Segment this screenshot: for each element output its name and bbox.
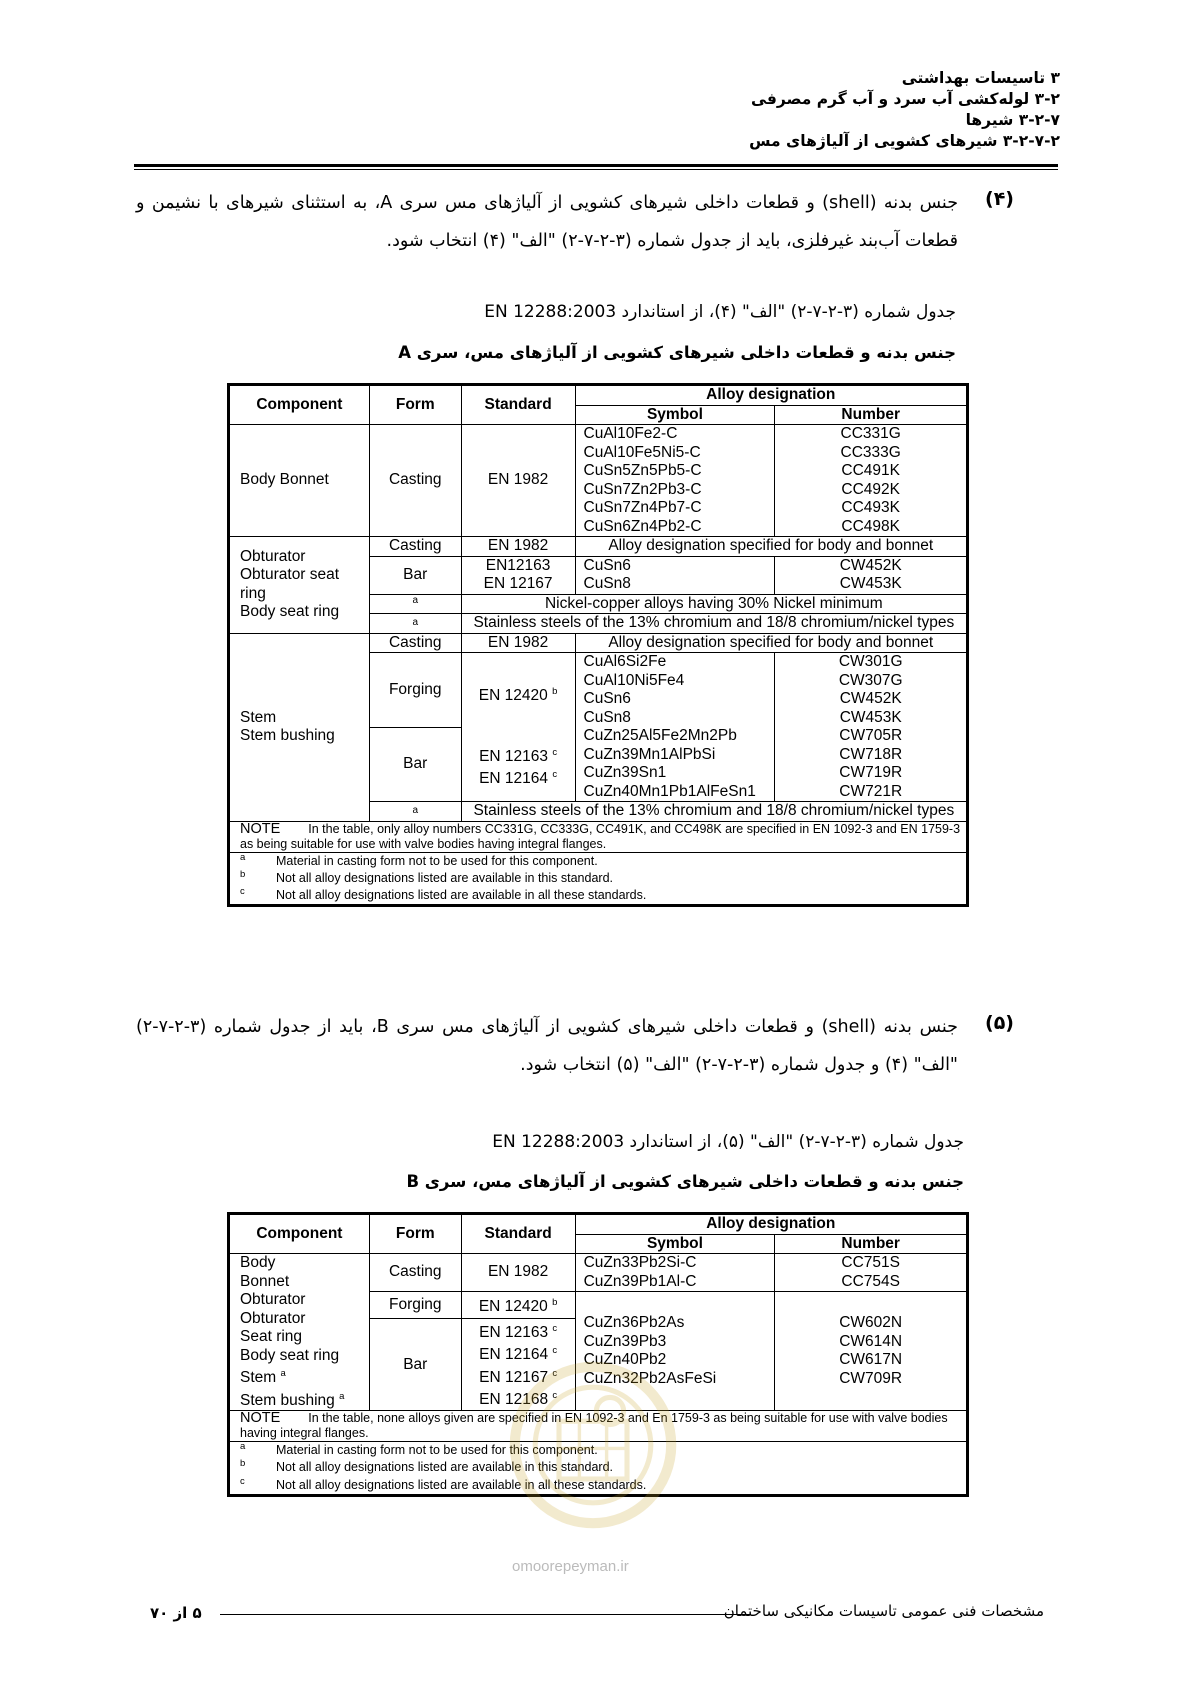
- symbol: CuZn39Sn1: [583, 764, 667, 781]
- header-subsection: ۳-۲-۷ شیرها: [965, 111, 1060, 129]
- comp-line: Obturator: [240, 1309, 306, 1327]
- cast-numbers-cell: [775, 1254, 968, 1292]
- stem-numbers-cell: [775, 653, 968, 802]
- stainless-text: Stainless steels of the 13% chromium and 18/8 chromium/nickel types: [461, 802, 967, 822]
- symbol: CuZn25Al5Fe2Mn2Pb: [583, 727, 737, 744]
- alloy-specified: Alloy designation specified for body and bonnet: [575, 633, 968, 653]
- symbol: CuZn40Mn1Pb1AlFeSn1: [583, 782, 756, 800]
- body-symbols-cell: [575, 425, 775, 537]
- comp-line: Bonnet: [240, 1272, 290, 1290]
- std: EN 12420 $^b$: [478, 686, 558, 705]
- note-text: In the table, only alloy numbers CC331G, CC333G, CC491K, and CC498K are specified in EN 1092-3 and EN 1759-3 as being suitable for use with valve bodies having integral flanges.: [240, 821, 961, 851]
- form-bar: Bar: [369, 1319, 461, 1411]
- std: EN 12164 $^c$: [479, 769, 558, 788]
- table-a-caption: جدول شماره (۳-۲-۷-۲) "الف" (۴)، از استاندارد EN 12288:2003: [484, 302, 956, 322]
- obt-numbers-cell: [775, 556, 968, 594]
- body-numbers-cell: [775, 425, 968, 537]
- comp-line: ring: [240, 584, 266, 602]
- number: CW453K: [839, 575, 902, 592]
- cast-symbols-cell: [575, 1254, 775, 1292]
- number: CW301G: [838, 653, 903, 670]
- table-b-caption: جدول شماره (۳-۲-۷-۲) "الف" (۵)، از استاندارد EN 12288:2003: [492, 1132, 964, 1152]
- comp-line: Obturator seat: [240, 566, 340, 584]
- symbol: CuSn6: [583, 690, 631, 707]
- form-forging: Forging: [369, 653, 461, 728]
- watermark-logo-icon: [508, 1360, 678, 1530]
- std-en1982: EN 1982: [461, 633, 575, 653]
- symbol: CuAl6Si2Fe: [583, 653, 667, 670]
- comp-line: Obturator: [240, 1291, 306, 1308]
- table-a-title: جنس بدنه و قطعات داخلی شیرهای کشویی از آلیاژهای مس، سری A: [398, 343, 956, 362]
- comp-list-b: [229, 1254, 370, 1411]
- col-number: Number: [775, 405, 968, 425]
- col-standard: Standard: [461, 1214, 575, 1254]
- col-symbol: Symbol: [575, 1234, 775, 1254]
- col-alloy-designation: Alloy designation: [575, 1214, 967, 1235]
- page-header: [749, 68, 1060, 152]
- symbol: CuSn8: [583, 708, 631, 726]
- number: CW709R: [839, 1369, 903, 1387]
- number: CW718R: [839, 745, 903, 763]
- col-component: Component: [229, 385, 370, 425]
- symbol: CuSn7Zn2Pb3-C: [583, 480, 702, 498]
- table-a-note: [229, 821, 968, 852]
- symbol: CuSn6: [583, 556, 631, 574]
- symbol: CuAl10Ni5Fe4: [583, 671, 685, 689]
- symbol: CuAl10Fe2-C: [583, 425, 678, 442]
- footer-title: مشخصات فنی عمومی تاسیسات مکانیکی ساختمان: [723, 1602, 1044, 1620]
- symbol: CuSn6Zn4Pb2-C: [583, 517, 702, 535]
- comp-line: Seat ring: [240, 1328, 303, 1345]
- number: CC498K: [841, 517, 900, 535]
- comp-line: Stem bushing: [240, 727, 335, 744]
- comp-stem: [229, 633, 370, 821]
- number: CC491K: [841, 462, 900, 479]
- std-en1982: EN 1982: [461, 425, 575, 537]
- number: CW617N: [839, 1351, 903, 1369]
- table-b-title: جنس بدنه و قطعات داخلی شیرهای کشویی از آلیاژهای مس، سری B: [406, 1172, 964, 1191]
- comp-line: Stem $^a$: [240, 1368, 286, 1387]
- std-bar-cell: [461, 556, 575, 594]
- form-forging: Forging: [369, 1292, 461, 1319]
- footnote-b: b Not all alloy designations listed are available in this standard.: [240, 868, 613, 885]
- symbol: CuZn39Mn1AlPbSi: [583, 745, 716, 763]
- comp-line: Stem: [240, 708, 277, 726]
- symbol: CuAl10Fe5Ni5-C: [583, 443, 701, 461]
- footnote-mark-a: a: [369, 614, 461, 634]
- symbol: CuSn8: [583, 575, 631, 592]
- stainless-text: Stainless steels of the 13% chromium and 18/8 chromium/nickel types: [461, 614, 967, 634]
- section-5-number: (۵): [985, 1012, 1014, 1034]
- number: CW721R: [839, 782, 903, 800]
- symbol: CuZn40Pb2: [583, 1351, 667, 1369]
- col-symbol: Symbol: [575, 405, 775, 425]
- number: CW614N: [839, 1332, 903, 1350]
- form-bar: Bar: [369, 556, 461, 594]
- note-tag: NOTE: [240, 820, 281, 837]
- std: EN 12168 $^c$: [479, 1390, 558, 1409]
- stem-symbols-cell: [575, 653, 775, 802]
- nickel-copper-text: Nickel-copper alloys having 30% Nickel minimum: [461, 594, 967, 614]
- obt-symbols-cell: [575, 556, 775, 594]
- header-rule-thin: [134, 169, 1058, 170]
- note-text: In the table, none alloys given are specified in EN 1092-3 and En 1759-3 as being suitable for use with valve bodies having integral flanges.: [240, 1411, 948, 1441]
- std: EN 12164 $^c$: [479, 1345, 558, 1364]
- footnote-a: a Material in casting form not to be used for this component.: [240, 1441, 598, 1458]
- footnote-b: b Not all alloy designations listed are available in this standard.: [240, 1458, 613, 1475]
- std: EN 12167: [483, 575, 553, 592]
- col-alloy-designation: Alloy designation: [575, 385, 968, 406]
- symbol: CuSn5Zn5Pb5-C: [583, 462, 702, 479]
- std-en12420: EN 12420 $^b$: [461, 1292, 575, 1319]
- symbol: CuZn39Pb1Al-C: [583, 1272, 697, 1290]
- section-5-text: جنس بدنه (shell) و قطعات داخلی شیرهای کشویی از آلیاژهای مس سری B، باید از جدول شماره (۳-۲-۷-۲) "الف" (۴) و جدول شماره (۳-۲-۷-۲) "الف" (۵) انتخاب شود.: [136, 1017, 958, 1075]
- number: CW307G: [838, 671, 903, 689]
- number: CC331G: [840, 425, 901, 442]
- page-number: ۵ از ۷۰: [150, 1604, 202, 1622]
- number: CC754S: [841, 1272, 900, 1290]
- col-standard: Standard: [461, 385, 575, 425]
- std-stem-cell: [461, 653, 575, 802]
- symbol: CuZn33Pb2Si-C: [583, 1254, 697, 1271]
- footer-rule: [220, 1614, 750, 1615]
- header-rule: [134, 164, 1058, 167]
- footnote-mark-a: a: [369, 594, 461, 614]
- std: EN12163: [485, 556, 551, 574]
- footnote-mark-a: a: [369, 802, 461, 822]
- watermark-text: omoorepeyman.ir: [512, 1558, 629, 1575]
- form-bar: Bar: [369, 727, 461, 802]
- number: CW602N: [839, 1314, 903, 1332]
- bar-numbers-cell: [775, 1292, 968, 1411]
- footnote-c: c Not all alloy designations listed are available in all these standards.: [240, 885, 647, 902]
- col-component: Component: [229, 1214, 370, 1254]
- section-4-number: (۴): [985, 188, 1014, 210]
- number: CW453K: [839, 708, 902, 726]
- std-en1982: EN 1982: [461, 1254, 575, 1292]
- header-section: ۳-۲ لوله‌کشی آب سرد و آب گرم مصرفی: [751, 90, 1060, 108]
- std: EN 12163 $^c$: [479, 1322, 558, 1341]
- number: CW452K: [839, 556, 902, 574]
- alloy-specified: Alloy designation specified for body and bonnet: [575, 537, 968, 557]
- number: CC493K: [841, 499, 900, 516]
- footnote-c: c Not all alloy designations listed are available in all these standards.: [240, 1475, 647, 1492]
- number: CW452K: [839, 690, 902, 707]
- header-subsubsection: ۳-۲-۷-۲ شیرهای کشویی از آلیاژهای مس: [749, 132, 1060, 150]
- comp-line: Stem bushing $^a$: [240, 1390, 345, 1409]
- comp-line: Obturator: [240, 547, 306, 565]
- comp-obturator: [229, 537, 370, 634]
- footnote-a: a Material in casting form not to be used for this component.: [240, 851, 598, 868]
- symbol: CuSn7Zn4Pb7-C: [583, 499, 702, 516]
- std: EN 12167 $^c$: [479, 1367, 558, 1386]
- section-4-text: جنس بدنه (shell) و قطعات داخلی شیرهای کشویی از آلیاژهای مس سری A، به استثنای شیرهای با نشیمن و قطعات آب‌بند غیرفلزی، باید از جدول شماره (۳-۲-۷-۲) "الف" (۴) انتخاب شود.: [136, 193, 959, 251]
- comp-line: Body: [240, 1254, 276, 1271]
- comp-body-bonnet: Body Bonnet: [229, 425, 370, 537]
- std: EN 12163 $^c$: [479, 746, 558, 765]
- number: CC333G: [840, 443, 901, 461]
- header-chapter: ۳ تاسیسات بهداشتی: [901, 69, 1060, 87]
- symbol: CuZn39Pb3: [583, 1332, 667, 1350]
- form-casting: Casting: [369, 425, 461, 537]
- table-a-footnotes: [229, 852, 968, 905]
- note-tag: NOTE: [240, 1410, 281, 1427]
- number: CC751S: [841, 1254, 900, 1271]
- col-number: Number: [775, 1234, 968, 1254]
- comp-line: Body seat ring: [240, 603, 340, 621]
- col-form: Form: [369, 1214, 461, 1254]
- number: CW705R: [839, 727, 903, 744]
- table-a: [227, 383, 969, 907]
- std-en1982: EN 1982: [461, 537, 575, 557]
- col-form: Form: [369, 385, 461, 425]
- form-casting: Casting: [369, 1254, 461, 1292]
- comp-line: Body seat ring: [240, 1346, 340, 1364]
- number: CW719R: [839, 764, 903, 781]
- form-casting: Casting: [369, 633, 461, 653]
- symbol: CuZn36Pb2As: [583, 1314, 685, 1332]
- form-casting: Casting: [369, 537, 461, 557]
- number: CC492K: [841, 480, 900, 498]
- symbol: CuZn32Pb2AsFeSi: [583, 1369, 717, 1387]
